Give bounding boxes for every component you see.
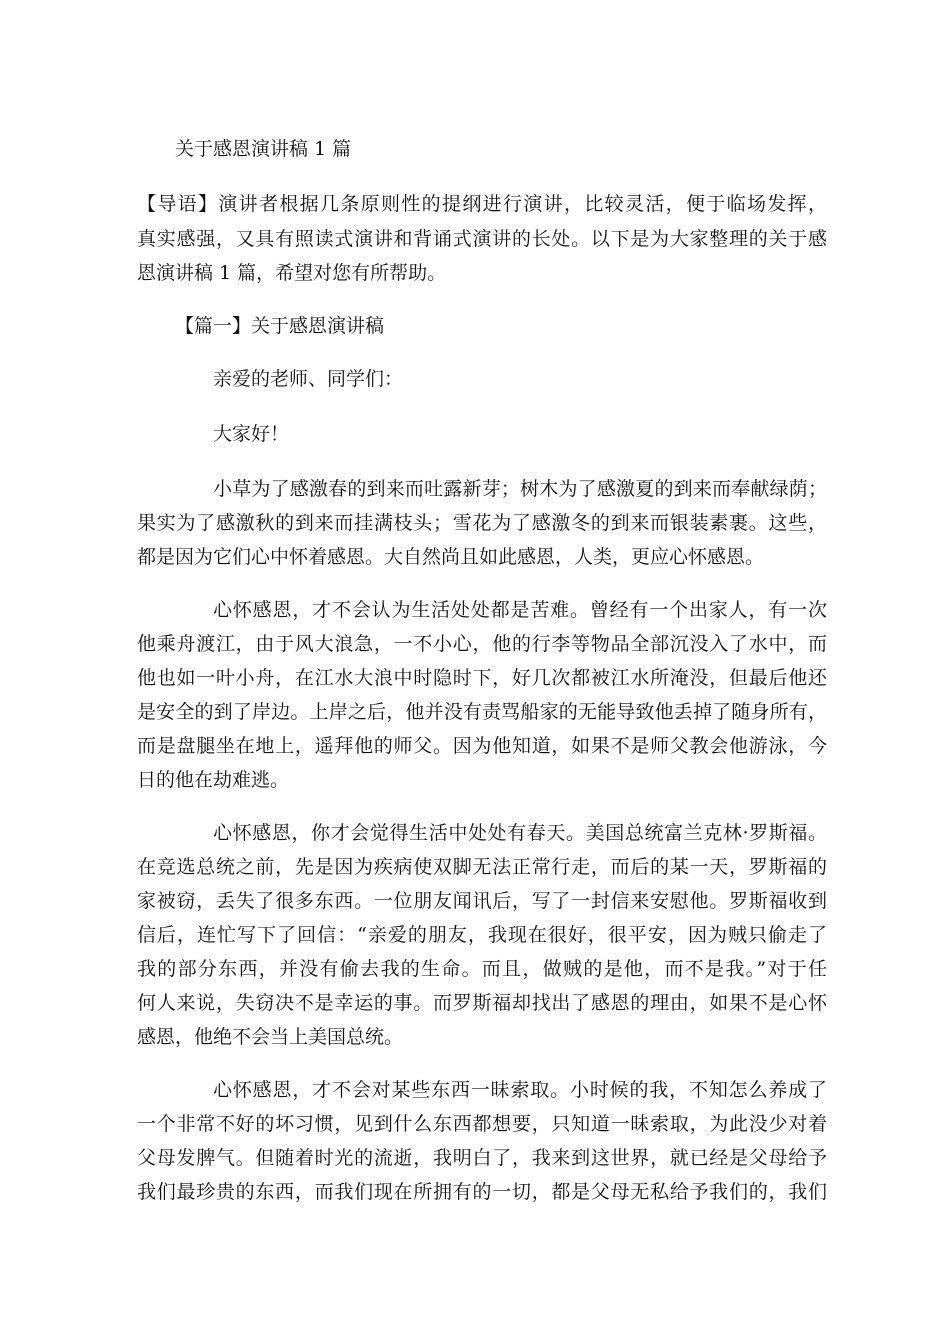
paragraph-line: 信后，连忙写下了回信：“亲爱的朋友，我现在很好，很平安，因为贼只偷走了 (137, 924, 827, 946)
paragraph-line: 心怀感恩，你才会觉得生活中处处有春天。美国总统富兰克林·罗斯福。 (213, 822, 827, 844)
paragraph-line: 我的部分东西，并没有偷去我的生命。而且，做贼的是他，而不是我。”对于任 (137, 958, 827, 980)
paragraph-line: 是安全的到了岸边。上岸之后，他并没有责骂船家的无能导致他丢掉了随身所有， (137, 701, 827, 723)
hello-line: 大家好！ (213, 423, 290, 445)
paragraph-line: 家被窃，丢失了很多东西。一位朋友闻讯后，写了一封信来安慰他。罗斯福收到 (137, 890, 827, 912)
paragraph-line: 何人来说，失窃决不是幸运的事。而罗斯福却找出了感恩的理由，如果不是心怀 (137, 992, 827, 1014)
paragraph-line: 他乘舟渡江，由于风大浪急，一不小心，他的行李等物品全部沉没入了水中，而 (137, 633, 827, 655)
document-title: 关于感恩演讲稿 1 篇 (175, 138, 352, 160)
section-heading: 【篇一】关于感恩演讲稿 (175, 315, 385, 337)
paragraph-line: 一个非常不好的坏习惯，见到什么东西都想要，只知道一昧索取，为此没少对着 (137, 1113, 827, 1135)
paragraph-line: 心怀感恩，才不会对某些东西一昧索取。小时候的我，不知怎么养成了 (213, 1079, 827, 1101)
paragraph-line: 果实为了感激秋的到来而挂满枝头；雪花为了感激冬的到来而银装素裹。这些， (137, 512, 827, 534)
paragraph-line: 日的他在劫难逃。 (137, 769, 290, 791)
greeting: 亲爱的老师、同学们： (213, 368, 404, 390)
paragraph-line: 感恩，他绝不会当上美国总统。 (137, 1026, 404, 1048)
intro-line: 恩演讲稿 1 篇，希望对您有所帮助。 (137, 262, 447, 284)
paragraph-line: 都是因为它们心中怀着感恩。大自然尚且如此感恩，人类，更应心怀感恩。 (137, 546, 765, 568)
paragraph-line: 小草为了感激春的到来而吐露新芽；树木为了感激夏的到来而奉献绿荫； (213, 478, 827, 500)
intro-line: 真实感强，又具有照读式演讲和背诵式演讲的长处。以下是为大家整理的关于感 (137, 228, 827, 250)
paragraph-line: 心怀感恩，才不会认为生活处处都是苦难。曾经有一个出家人，有一次 (213, 599, 827, 621)
paragraph-line: 而是盘腿坐在地上，遥拜他的师父。因为他知道，如果不是师父教会他游泳，今 (137, 735, 827, 757)
paragraph-line: 我们最珍贵的东西，而我们现在所拥有的一切，都是父母无私给予我们的，我们 (137, 1181, 827, 1203)
paragraph-line: 在竞选总统之前，先是因为疾病使双脚无法正常行走，而后的某一天，罗斯福的 (137, 856, 827, 878)
intro-line: 【导语】演讲者根据几条原则性的提纲进行演讲，比较灵活，便于临场发挥， (137, 193, 827, 215)
paragraph-line: 父母发脾气。但随着时光的流逝，我明白了，我来到这世界，就已经是父母给予 (137, 1147, 827, 1169)
paragraph-line: 他也如一叶小舟，在江水大浪中时隐时下，好几次都被江水所淹没，但最后他还 (137, 667, 827, 689)
